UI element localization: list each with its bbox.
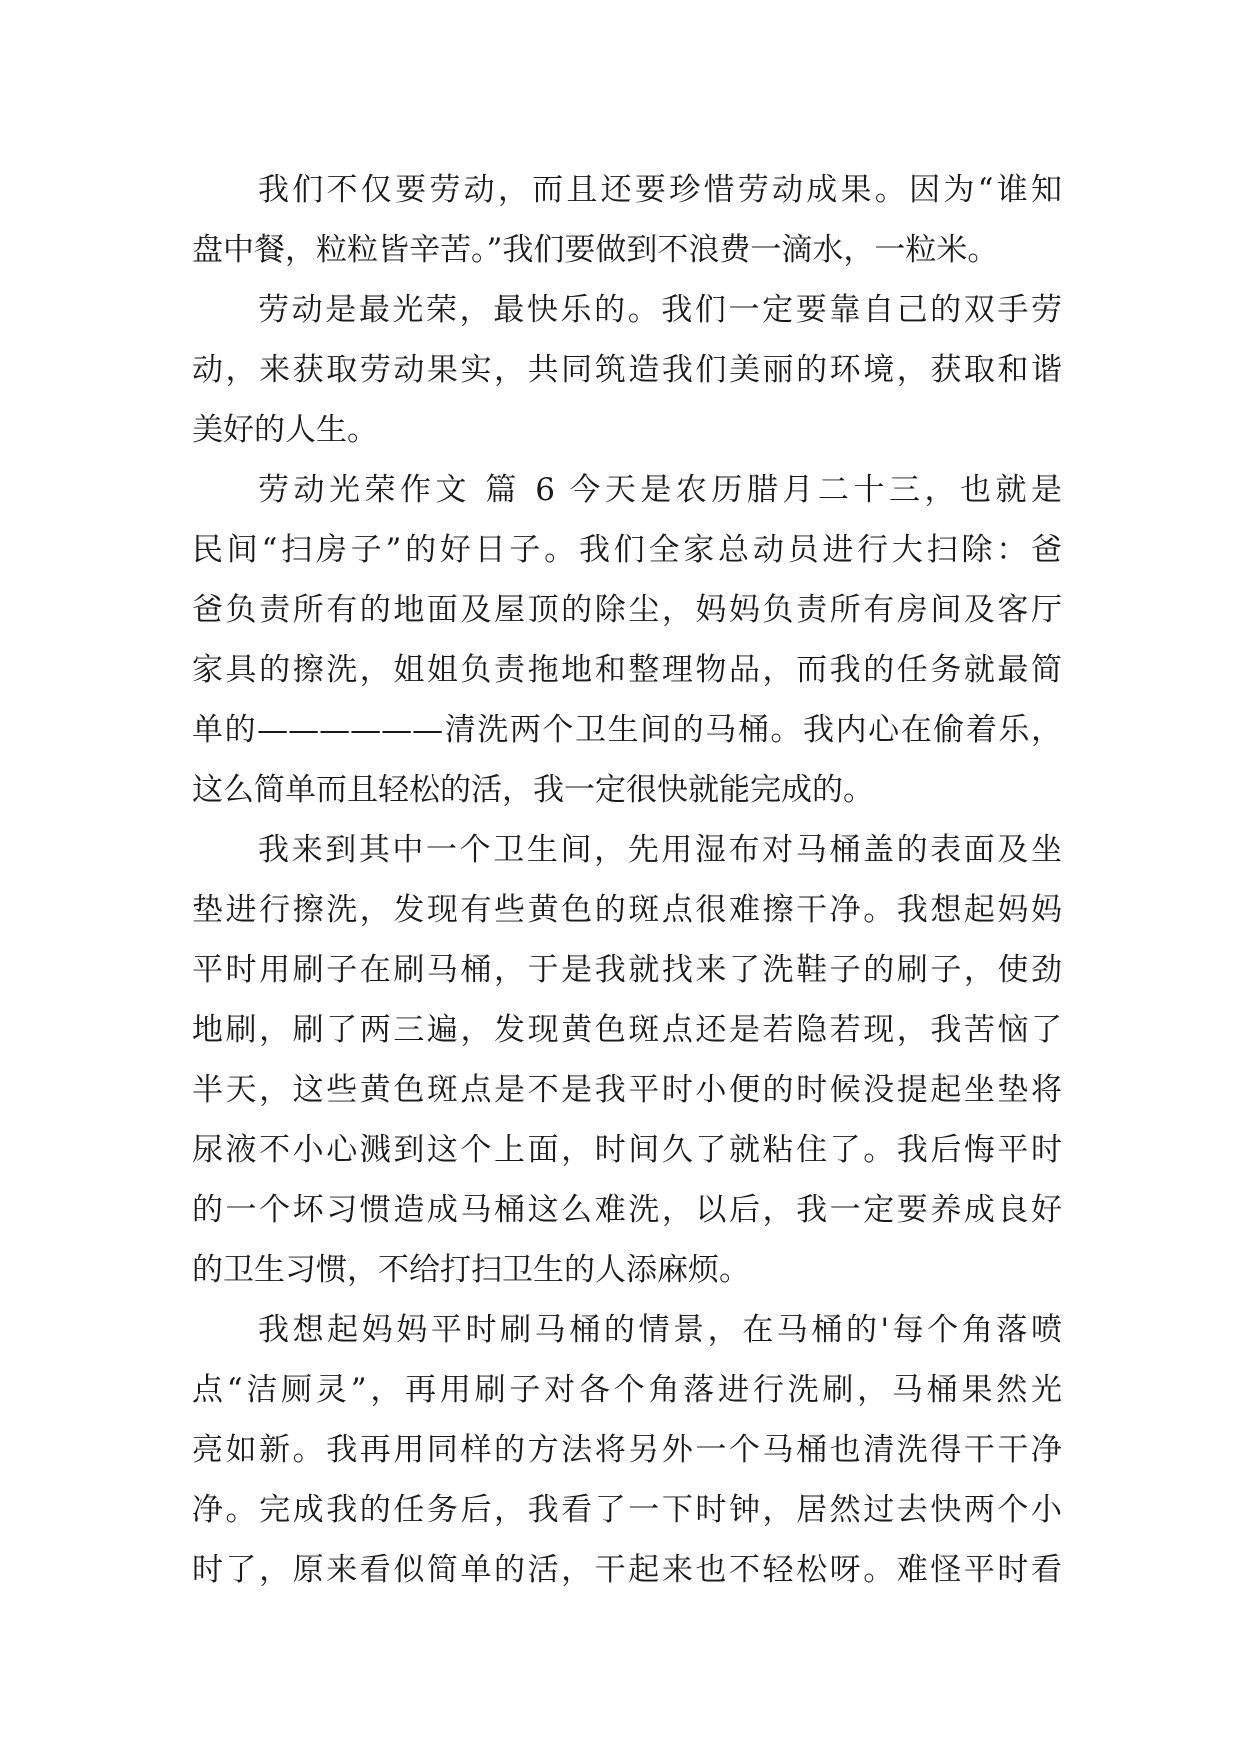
text-line: 尿液不小心溅到这个上面，时间久了就粘住了。我后悔平时 [192,1132,1062,1168]
text-line: 地刷，刷了两三遍，发现黄色斑点还是若隐若现，我苦恼了 [192,1012,1062,1048]
text-line: 我想起妈妈平时刷马桶的情景，在马桶的'每个角落喷 [258,1312,1062,1348]
text-line: 点“洁厕灵”，再用刷子对各个角落进行洗刷，马桶果然光 [192,1372,1062,1408]
text-line: 劳动光荣作文 篇 6 今天是农历腊月二十三，也就是 [258,472,1062,508]
text-line: 单的——————清洗两个卫生间的马桶。我内心在偷着乐， [192,712,1062,748]
text-line: 平时用刷子在刷马桶，于是我就找来了洗鞋子的刷子，使劲 [192,952,1062,988]
text-line: 的一个坏习惯造成马桶这么难洗，以后，我一定要养成良好 [192,1192,1062,1228]
text-line: 劳动是最光荣，最快乐的。我们一定要靠自己的双手劳 [258,292,1062,328]
text-line: 亮如新。我再用同样的方法将另外一个马桶也清洗得干干净 [192,1432,1062,1468]
text-line: 我来到其中一个卫生间，先用湿布对马桶盖的表面及坐 [258,832,1062,868]
text-line: 净。完成我的任务后，我看了一下时钟，居然过去快两个小 [192,1492,1062,1528]
text-line: 垫进行擦洗，发现有些黄色的斑点很难擦干净。我想起妈妈 [192,892,1062,928]
text-line: 爸负责所有的地面及屋顶的除尘，妈妈负责所有房间及客厅 [192,592,1062,628]
text-line: 美好的人生。 [192,412,378,448]
text-line: 动，来获取劳动果实，共同筑造我们美丽的环境，获取和谐 [192,352,1062,388]
text-line: 时了，原来看似简单的活，干起来也不轻松呀。难怪平时看 [192,1552,1062,1588]
text-line: 我们不仅要劳动，而且还要珍惜劳动成果。因为“谁知 [258,172,1062,208]
text-line: 民间“扫房子”的好日子。我们全家总动员进行大扫除：爸 [192,532,1062,568]
text-line: 这么简单而且轻松的活，我一定很快就能完成的。 [192,772,874,808]
document-body [192,160,1062,1600]
text-line: 的卫生习惯，不给打扫卫生的人添麻烦。 [192,1252,750,1288]
text-line: 盘中餐，粒粒皆辛苦。”我们要做到不浪费一滴水，一粒米。 [192,232,999,268]
text-line: 半天，这些黄色斑点是不是我平时小便的时候没提起坐垫将 [192,1072,1062,1108]
text-line: 家具的擦洗，姐姐负责拖地和整理物品，而我的任务就最简 [192,652,1062,688]
